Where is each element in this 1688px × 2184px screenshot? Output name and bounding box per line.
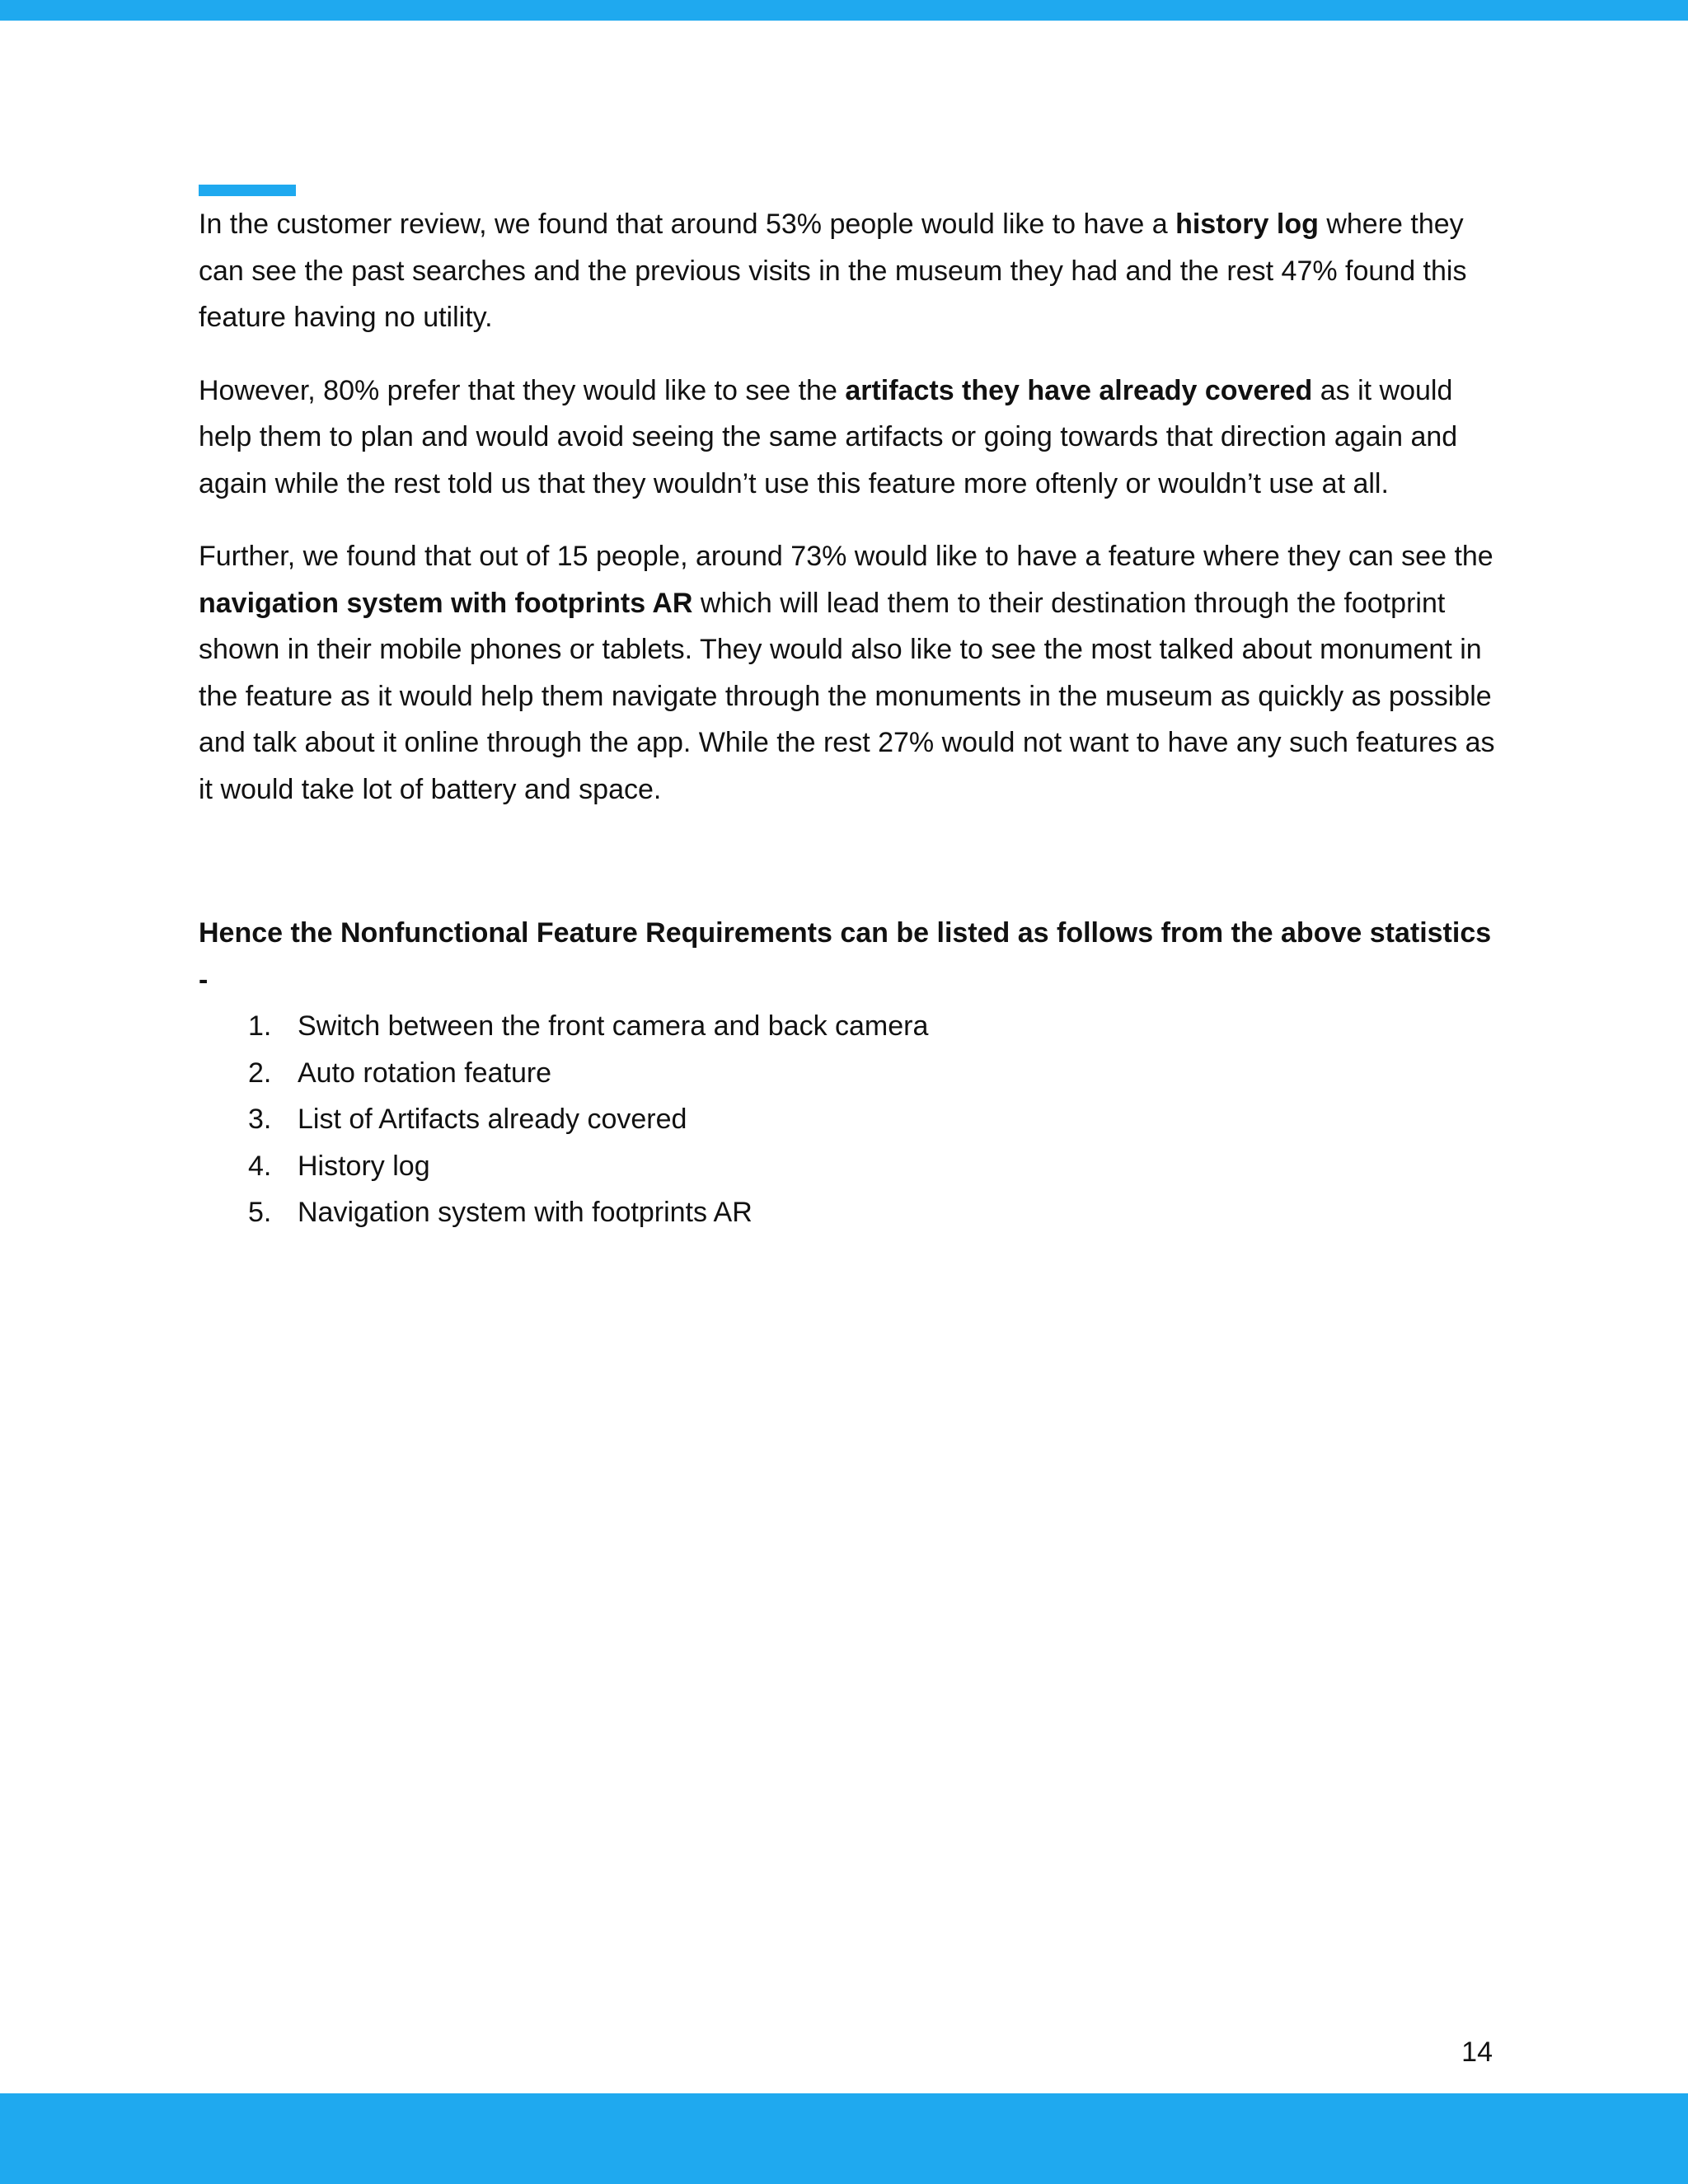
requirements-heading: Hence the Nonfunctional Feature Requirements can be listed as follows from the above statistics - — [199, 917, 1492, 996]
accent-line — [199, 185, 296, 196]
list-item-text: Auto rotation feature — [298, 1057, 552, 1089]
paragraph-history-log — [199, 201, 1501, 341]
paragraph-text: Further, we found that out of 15 people, around 73% would like to have a feature where they can see the — [199, 541, 1493, 572]
paragraph-navigation-ar — [199, 533, 1501, 813]
list-item-number: 5. — [248, 1197, 272, 1228]
list-item — [199, 1189, 1501, 1236]
highlight-text: artifacts they have already covered — [845, 374, 1313, 406]
paragraph-text: which will lead them to their destination through the footprint shown in their mobile phones or tablets. They would also like to see the most talked about monument in the feature as it would help them navigate through the monuments in the museum as quickly as possible and talk about it online through the app. While the rest 27% would not want to have any such features as it would take lot of battery and space. — [199, 587, 1495, 805]
document-body — [199, 201, 1501, 1236]
list-item — [199, 1003, 1501, 1050]
paragraph-text: as it would help them to plan and would avoid seeing the same artifacts or going towards that direction again and again while the rest told us that they wouldn’t use this feature more oftenly or wouldn’t use at all. — [199, 374, 1458, 499]
header-band — [0, 0, 1688, 21]
highlight-text: navigation system with footprints AR — [199, 587, 693, 619]
list-item-number: 4. — [248, 1150, 272, 1182]
section-spacer — [199, 839, 1501, 910]
list-item — [199, 1143, 1501, 1190]
list-item — [199, 1096, 1501, 1143]
list-item-text: Navigation system with footprints AR — [298, 1197, 753, 1228]
list-item-number: 2. — [248, 1057, 272, 1089]
paragraph-artifacts-covered — [199, 368, 1501, 508]
paragraph-text: In the customer review, we found that around 53% people would like to have a — [199, 209, 1176, 240]
highlight-text: history log — [1175, 209, 1319, 240]
paragraph-text: where they can see the past searches and the previous visits in the museum they had and the rest 47% found this feature having no utility. — [199, 209, 1467, 333]
footer-band — [0, 2093, 1688, 2184]
requirements-list — [199, 1003, 1501, 1236]
list-item-number: 3. — [248, 1104, 272, 1135]
page-number: 14 — [1461, 2036, 1493, 2068]
list-item — [199, 1050, 1501, 1097]
paragraph-text: However, 80% prefer that they would like to see the — [199, 374, 846, 406]
list-item-text: Switch between the front camera and back camera — [298, 1010, 929, 1042]
list-item-number: 1. — [248, 1010, 272, 1042]
list-item-text: History log — [298, 1150, 430, 1182]
list-item-text: List of Artifacts already covered — [298, 1104, 687, 1135]
